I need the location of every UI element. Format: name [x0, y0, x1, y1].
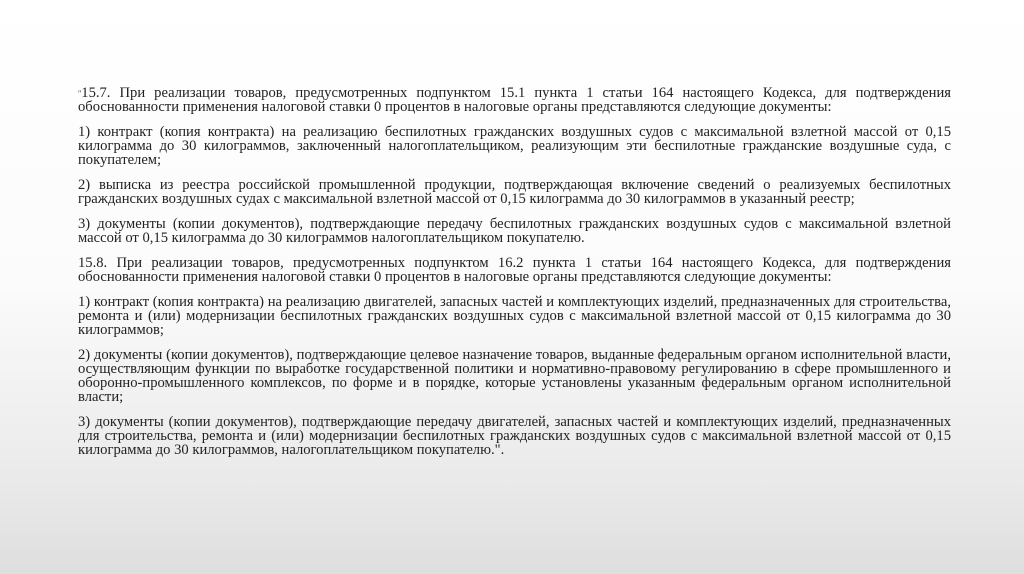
paragraph-text: 1) контракт (копия контракта) на реализацию двигателей, запасных частей и комплектующих изделий, предназначенных для строительства, ремонта и (или) модернизации беспилотных гражданских воздушных судов с максимальной взлетной массой от 0,15 килограмма до 30 килограммов; [78, 294, 951, 338]
opening-quote: " [78, 89, 82, 98]
paragraph-15-7-item-2 [78, 178, 951, 206]
paragraph-text: 15.7. При реализации товаров, предусмотренных подпунктом 15.1 пункта 1 статьи 164 настоящего Кодекса, для подтверждения обоснованности применения налоговой ставки 0 процентов в налоговые органы представляются следующие документы: [78, 85, 951, 115]
slide-body [78, 86, 951, 468]
paragraph-text: 3) документы (копии документов), подтверждающие передачу двигателей, запасных частей и комплектующих изделий, предназначенных для строительства, ремонта и (или) модернизации беспилотных гражданских воздушных судов с максимальной взлетной массой от 0,15 килограмма до 30 килограммов, налогоплательщиком покупателю.". [78, 414, 951, 458]
paragraph-15-7 [78, 86, 951, 114]
paragraph-text: 2) выписка из реестра российской промышленной продукции, подтверждающая включение сведений о реализуемых беспилотных гражданских воздушных судах с максимальной взлетной массой от 0,15 килограмма до 30 килограммов в указанный реестр; [78, 177, 951, 207]
paragraph-15-7-item-1 [78, 125, 951, 167]
paragraph-text: 3) документы (копии документов), подтверждающие передачу беспилотных гражданских воздушных судов с максимальной взлетной массой от 0,15 килограмма до 30 килограммов налогоплательщиком покупателю. [78, 216, 951, 246]
paragraph-15-8-item-2 [78, 348, 951, 404]
paragraph-15-8 [78, 256, 951, 284]
paragraph-15-7-item-3 [78, 217, 951, 245]
paragraph-text: 1) контракт (копия контракта) на реализацию беспилотных гражданских воздушных судов с максимальной взлетной массой от 0,15 килограмма до 30 килограммов, заключенный налогоплательщиком, реализующим эти беспилотные гражданские воздушные суда, с покупателем; [78, 124, 951, 168]
paragraph-15-8-item-1 [78, 295, 951, 337]
paragraph-text: 2) документы (копии документов), подтверждающие целевое назначение товаров, выданные федеральным органом исполнительной власти, осуществляющим функции по выработке государственной политики и нормативно-правовому регулированию в сфере промышленного и оборонно-промышленного комплексов, по форме и в порядке, которые установлены указанным федеральным органом исполнительной власти; [78, 347, 951, 405]
paragraph-15-8-item-3 [78, 415, 951, 457]
paragraph-text: 15.8. При реализации товаров, предусмотренных подпунктом 16.2 пункта 1 статьи 164 настоящего Кодекса, для подтверждения обоснованности применения налоговой ставки 0 процентов в налоговые органы представляются следующие документы: [78, 255, 951, 285]
